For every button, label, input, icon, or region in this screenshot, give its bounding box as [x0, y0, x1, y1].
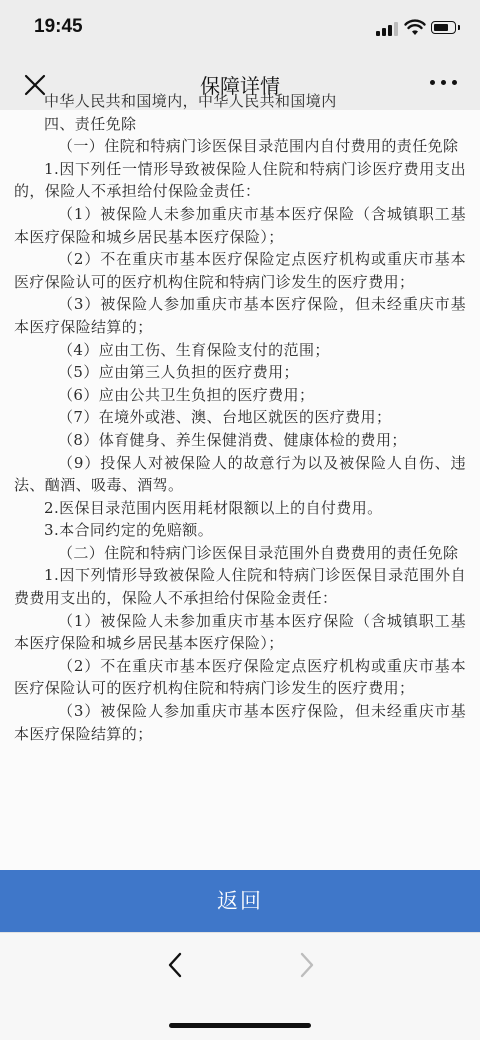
- policy-paragraph: （2）不在重庆市基本医疗保险定点医疗机构或重庆市基本医疗保险认可的医疗机构住院和特病门诊发生的医疗费用；: [14, 656, 466, 698]
- page-title: 保障详情: [200, 74, 280, 98]
- policy-paragraph: （5）应由第三人负担的医疗费用；: [58, 363, 299, 382]
- battery-cap: [458, 25, 460, 30]
- policy-paragraph: （8）体育健身、养生保健消费、健康体检的费用；: [58, 430, 407, 449]
- browser-toolbar: [0, 932, 480, 1040]
- wifi-icon: [404, 19, 426, 37]
- policy-paragraph: （6）应由公共卫生负担的医疗费用；: [58, 385, 315, 404]
- policy-paragraph: 1.因下列情形导致被保险人住院和特病门诊医保目录范围外自费费用支出的，保险人不承担给付保险金责任：: [14, 566, 466, 608]
- policy-paragraph: （1）被保险人未参加重庆市基本医疗保险（含城镇职工基本医疗保险和城乡居民基本医疗保险）；: [14, 204, 466, 246]
- policy-paragraph: 中华人民共和国境内，中华人民共和国境内: [44, 92, 337, 110]
- policy-paragraph: （3）被保险人参加重庆市基本医疗保险，但未经重庆市基本医疗保险结算的；: [14, 295, 466, 336]
- policy-paragraph: （7）在境外或港、澳、台地区就医的医疗费用；: [58, 408, 392, 427]
- policy-paragraph: （9）投保人对被保险人的故意行为以及被保险人自伤、违法、酗酒、吸毒、酒驾。: [14, 453, 466, 495]
- battery-icon: [431, 21, 456, 34]
- policy-paragraph: （2）不在重庆市基本医疗保险定点医疗机构或重庆市基本医疗保险认可的医疗机构住院和特病门诊发生的医疗费用；: [14, 250, 466, 291]
- chevron-left-icon[interactable]: [164, 951, 188, 979]
- policy-paragraph: （4）应由工伤、生育保险支付的范围；: [58, 340, 330, 359]
- status-time: 19:45: [34, 16, 83, 37]
- status-bar: [0, 0, 480, 58]
- home-indicator: [169, 1023, 311, 1028]
- policy-text: [14, 90, 466, 745]
- policy-paragraph: 四、责任免除: [44, 114, 137, 133]
- policy-paragraph: 3.本合同约定的免赔额。: [44, 521, 214, 540]
- policy-paragraph: （一）住院和特病门诊医保目录范围内自付费用的责任免除: [58, 137, 459, 156]
- policy-paragraph: （3）被保险人参加重庆市基本医疗保险，但未经重庆市基本医疗保险结算的；: [14, 702, 466, 743]
- return-button[interactable]: 返回: [0, 870, 480, 932]
- policy-paragraph: （1）被保险人未参加重庆市基本医疗保险（含城镇职工基本医疗保险和城乡居民基本医疗保险）；: [14, 611, 466, 653]
- policy-paragraph: 1.因下列任一情形导致被保险人住院和特病门诊医疗费用支出的，保险人不承担给付保险金责任：: [14, 159, 466, 201]
- chevron-right-icon[interactable]: [294, 951, 318, 979]
- policy-paragraph: 2.医保目录范围内医用耗材限额以上的自付费用。: [44, 498, 383, 517]
- more-icon[interactable]: [430, 80, 458, 88]
- cellular-signal-icon: [376, 22, 398, 36]
- policy-content[interactable]: [0, 92, 480, 870]
- policy-paragraph: （二）住院和特病门诊医保目录范围外自费费用的责任免除: [58, 543, 459, 562]
